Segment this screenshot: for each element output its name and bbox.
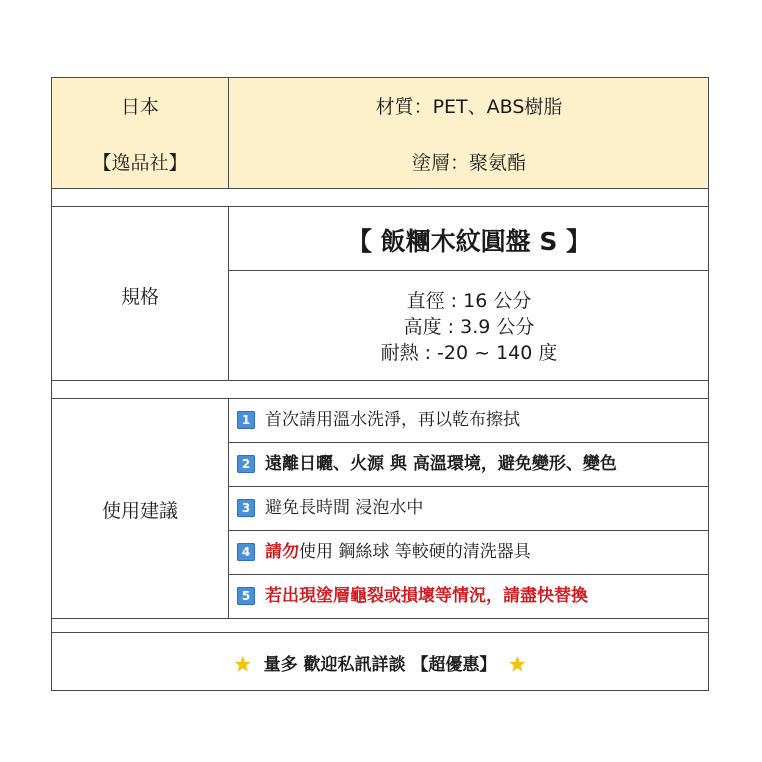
tip-row-4 xyxy=(229,530,709,574)
number-badge-4: 4 xyxy=(237,543,255,561)
diameter-spec: 直徑 : 16 公分 xyxy=(406,290,532,312)
origin-country: 日本 xyxy=(120,96,159,118)
tip-text-5: 若出現塗層龜裂或損壞等情況，請盡快替換 xyxy=(265,586,588,606)
number-badge-3: 3 xyxy=(237,499,255,517)
height-spec: 高度 : 3.9 公分 xyxy=(403,316,535,338)
brand-name: 【逸品社】 xyxy=(92,152,188,174)
usage-label: 使用建議 xyxy=(101,500,178,522)
product-name: 【 飯糰木紋圓盤 S 】 xyxy=(346,227,592,256)
tip-text-4: 使用 鋼絲球 等較硬的清洗器具 xyxy=(299,542,531,562)
footer-promo xyxy=(52,650,708,676)
heat-spec: 耐熱 : -20 ~ 140 度 xyxy=(380,342,558,364)
number-badge-1: 1 xyxy=(237,411,255,429)
tip-row-5 xyxy=(229,574,709,618)
tip-warning-word: 請勿 xyxy=(265,542,299,562)
spec-label: 規格 xyxy=(120,286,159,308)
tip-row-2 xyxy=(229,442,709,486)
tip-text-2: 遠離日曬、火源 與 高溫環境，避免變形、變色 xyxy=(265,454,617,474)
footer-text: 量多 歡迎私訊詳談 【超優惠】 xyxy=(263,655,497,675)
number-badge-5: 5 xyxy=(237,587,255,605)
coating-text: 塗層：聚氨酯 xyxy=(411,152,526,174)
star-icon: ★ xyxy=(233,652,252,676)
material-text: 材質：PET、ABS樹脂 xyxy=(375,96,563,118)
star-icon: ★ xyxy=(508,652,527,676)
tip-row-1 xyxy=(229,398,709,442)
number-badge-2: 2 xyxy=(237,455,255,473)
tip-text-3: 避免長時間 浸泡水中 xyxy=(265,498,424,518)
tip-row-3 xyxy=(229,486,709,530)
product-info-table xyxy=(51,77,709,691)
tip-text-1: 首次請用溫水洗淨，再以乾布擦拭 xyxy=(265,410,520,430)
